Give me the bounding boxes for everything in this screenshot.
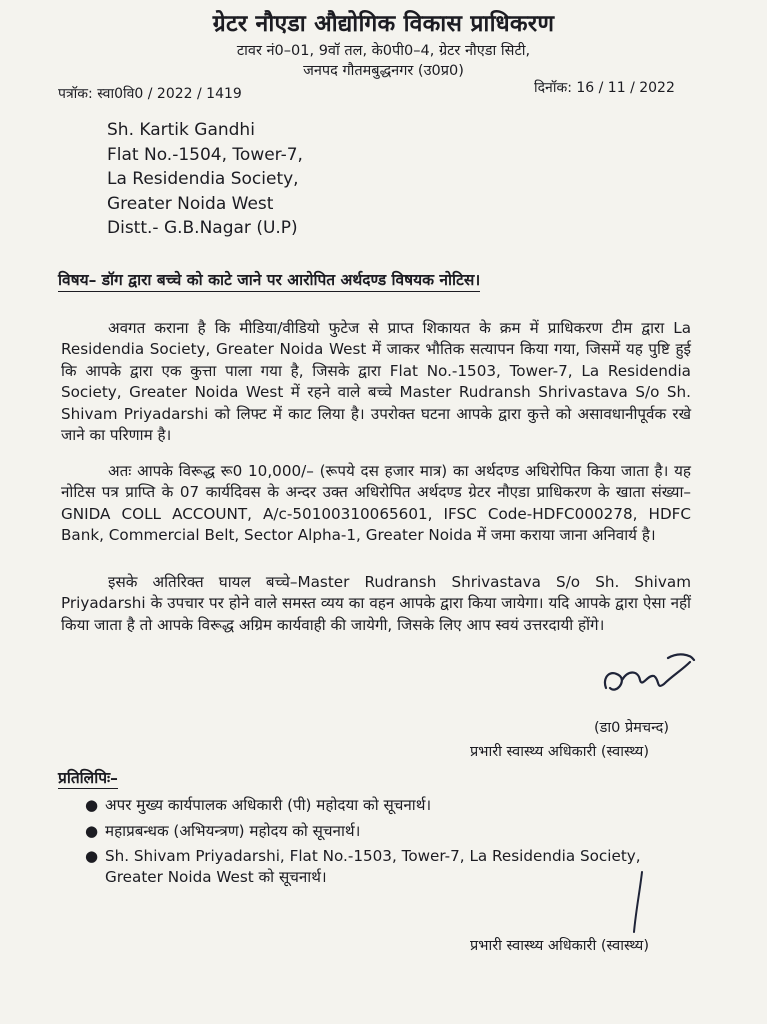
copy-to-item <box>85 821 695 842</box>
authority-title: ग्रेटर नौएडा औद्योगिक विकास प्राधिकरण <box>212 11 555 37</box>
recipient-flat: Flat No.-1504, Tower-7, <box>107 145 303 165</box>
bullet-icon: ● <box>85 822 99 840</box>
body-paragraph-1 <box>61 318 691 446</box>
recipient-area: Greater Noida West <box>107 194 274 214</box>
copy-to-heading: प्रतिलिपिः– <box>58 766 118 789</box>
copy-to-text: Sh. Shivam Priyadarshi, Flat No.-1503, Tower-7, La Residendia Society, Greater Noida West को सूचनार्थ। <box>105 847 641 886</box>
letter-subject: विषय– डॉग द्वारा बच्चे को काटे जाने पर आरोपित अर्थदण्ड विषयक नोटिस। <box>58 268 480 292</box>
paragraph-text: अवगत कराना है कि मीडिया/वीडियो फुटेज से प्राप्त शिकायत के क्रम में प्राधिकरण टीम द्वारा La Residendia Society, Greater Noida West में जाकर भौतिक सत्यापन किया गया, जिसमें यह पुष्टि हुई कि आपके द्वारा एक कुत्ता पाला गया है, जिसके द्वारा Flat No.-1503, Tower-7, La Residendia Society, Greater Noida West में रहने वाले बच्चे Master Rudransh Shrivastava S/o Sh. Shivam Priyadarshi को लिफ्ट में काट लिया है। उपरोक्त घटना आपके द्वारा कुत्ते को असावधानीपूर्वक रखे जाने का परिणाम है। <box>61 319 691 445</box>
handwritten-signature <box>598 650 698 700</box>
recipient-society: La Residendia Society, <box>107 169 299 189</box>
bullet-icon: ● <box>85 796 99 814</box>
authority-address-line1: टावर नं0–01, 9वॉ तल, के0पी0–4, ग्रेटर नौएडा सिटी, <box>236 43 531 59</box>
initial-stroke <box>628 870 648 934</box>
bullet-icon: ● <box>85 847 99 865</box>
footer-designation: प्रभारी स्वास्थ्य अधिकारी (स्वास्थ्य) <box>470 938 649 954</box>
signatory-designation: प्रभारी स्वास्थ्य अधिकारी (स्वास्थ्य) <box>470 744 649 760</box>
signatory-name: (डा0 प्रेमचन्द) <box>594 720 669 736</box>
paragraph-text: अतः आपके विरूद्ध रू0 10,000/– (रूपये दस हजार मात्र) का अर्थदण्ड अधिरोपित किया जाता है। यह नोटिस पत्र प्राप्ति के 07 कार्यदिवस के अन्दर उक्त अधिरोपित अर्थदण्ड ग्रेटर नौएडा प्राधिकरण के खाता संख्या–GNIDA COLL ACCOUNT, A/c-50100310065601, IFSC Code-HDFC000278, HDFC Bank, Commercial Belt, Sector Alpha-1, Greater Noida में जमा कराया जाना अनिवार्य है। <box>61 462 691 545</box>
copy-to-item <box>85 846 695 888</box>
body-paragraph-3 <box>61 572 691 636</box>
copy-to-text: अपर मुख्य कार्यपालक अधिकारी (पी) महोदया को सूचनार्थ। <box>105 796 432 814</box>
recipient-district: Distt.- G.B.Nagar (U.P) <box>107 218 298 238</box>
copy-to-item <box>85 795 695 816</box>
paragraph-text: इसके अतिरिक्त घायल बच्चे–Master Rudransh Shrivastava S/o Sh. Shivam Priyadarshi के उपचार पर होने वाले समस्त व्यय का वहन आपके द्वारा किया जायेगा। यदि आपके द्वारा ऐसा नहीं किया जाता है तो आपके विरूद्ध अग्रिम कार्यवाही की जायेगी, जिसके लिए आप स्वयं उत्तरदायी होंगे। <box>61 573 691 634</box>
letter-reference: पत्रॉक: स्वा0वि0 / 2022 / 1419 <box>58 86 242 102</box>
copy-to-text: महाप्रबन्धक (अभियन्त्रण) महोदय को सूचनार्थ। <box>105 822 361 840</box>
letter-date: दिनॉक: 16 / 11 / 2022 <box>534 80 675 96</box>
authority-address-line2: जनपद गौतमबुद्धनगर (उ0प्र0) <box>303 63 464 79</box>
recipient-name: Sh. Kartik Gandhi <box>107 120 255 140</box>
body-paragraph-2 <box>61 461 691 547</box>
